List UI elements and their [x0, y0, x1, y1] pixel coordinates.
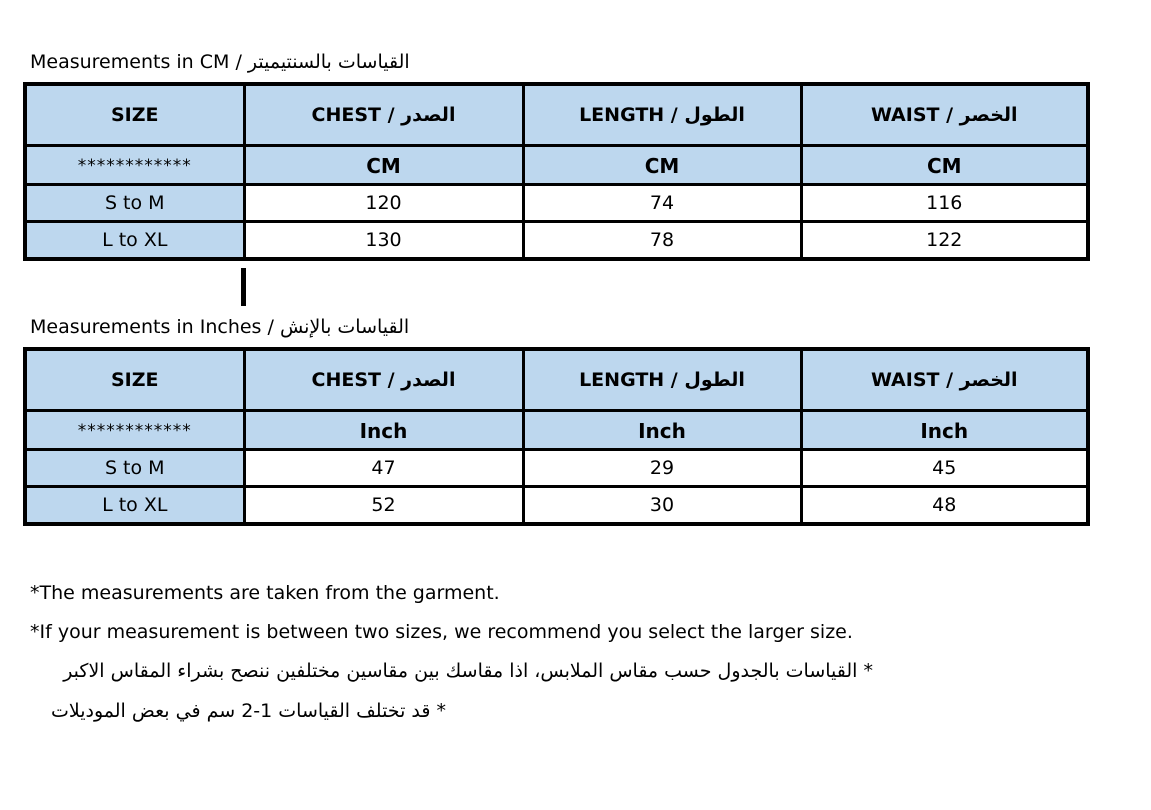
chest-unit: Inch	[244, 411, 523, 450]
table-header-row	[25, 84, 1088, 146]
divider-stub	[241, 268, 246, 306]
chest-cell: 52	[244, 487, 523, 525]
size-header: SIZE	[25, 349, 244, 411]
size-placeholder: ************	[25, 146, 244, 185]
size-header: SIZE	[25, 84, 244, 146]
waist-unit: Inch	[801, 411, 1088, 450]
waist-header: WAIST / الخصر	[801, 349, 1088, 411]
table-header-row	[25, 349, 1088, 411]
waist-cell: 122	[801, 222, 1088, 260]
units-row	[25, 146, 1088, 185]
waist-cell: 48	[801, 487, 1088, 525]
units-row	[25, 411, 1088, 450]
length-unit: Inch	[523, 411, 801, 450]
chest-cell: 130	[244, 222, 523, 260]
cm-table-caption: Measurements in CM / القياسات بالسنتيميتر	[30, 51, 410, 73]
length-unit: CM	[523, 146, 801, 185]
note-arabic-size-advice: * القياسات بالجدول حسب مقاس الملابس، اذا مقاسك بين مقاسين مختلفين ننصح بشراء المقاس الاكبر	[63, 660, 873, 682]
table-row	[25, 185, 1088, 222]
chest-unit: CM	[244, 146, 523, 185]
cm-size-table	[23, 82, 1090, 261]
chest-cell: 47	[244, 450, 523, 487]
size-cell: S to M	[25, 185, 244, 222]
size-placeholder: ************	[25, 411, 244, 450]
length-header: LENGTH / الطول	[523, 349, 801, 411]
inch-size-table	[23, 347, 1090, 526]
inch-table-caption: Measurements in Inches / القياسات بالإنش	[30, 316, 410, 338]
length-cell: 78	[523, 222, 801, 260]
size-cell: L to XL	[25, 487, 244, 525]
waist-cell: 45	[801, 450, 1088, 487]
waist-unit: CM	[801, 146, 1088, 185]
note-arabic-variation: * قد تختلف القياسات 1-2 سم في بعض الموديلات	[50, 700, 446, 722]
table-row	[25, 222, 1088, 260]
size-cell: L to XL	[25, 222, 244, 260]
chest-header: CHEST / الصدر	[244, 349, 523, 411]
note-between-sizes: *If your measurement is between two sizes, we recommend you select the larger size.	[30, 621, 853, 643]
chest-cell: 120	[244, 185, 523, 222]
length-cell: 74	[523, 185, 801, 222]
table-row	[25, 487, 1088, 525]
length-cell: 29	[523, 450, 801, 487]
note-garment: *The measurements are taken from the garment.	[30, 582, 500, 604]
length-header: LENGTH / الطول	[523, 84, 801, 146]
length-cell: 30	[523, 487, 801, 525]
size-cell: S to M	[25, 450, 244, 487]
waist-header: WAIST / الخصر	[801, 84, 1088, 146]
waist-cell: 116	[801, 185, 1088, 222]
table-row	[25, 450, 1088, 487]
chest-header: CHEST / الصدر	[244, 84, 523, 146]
